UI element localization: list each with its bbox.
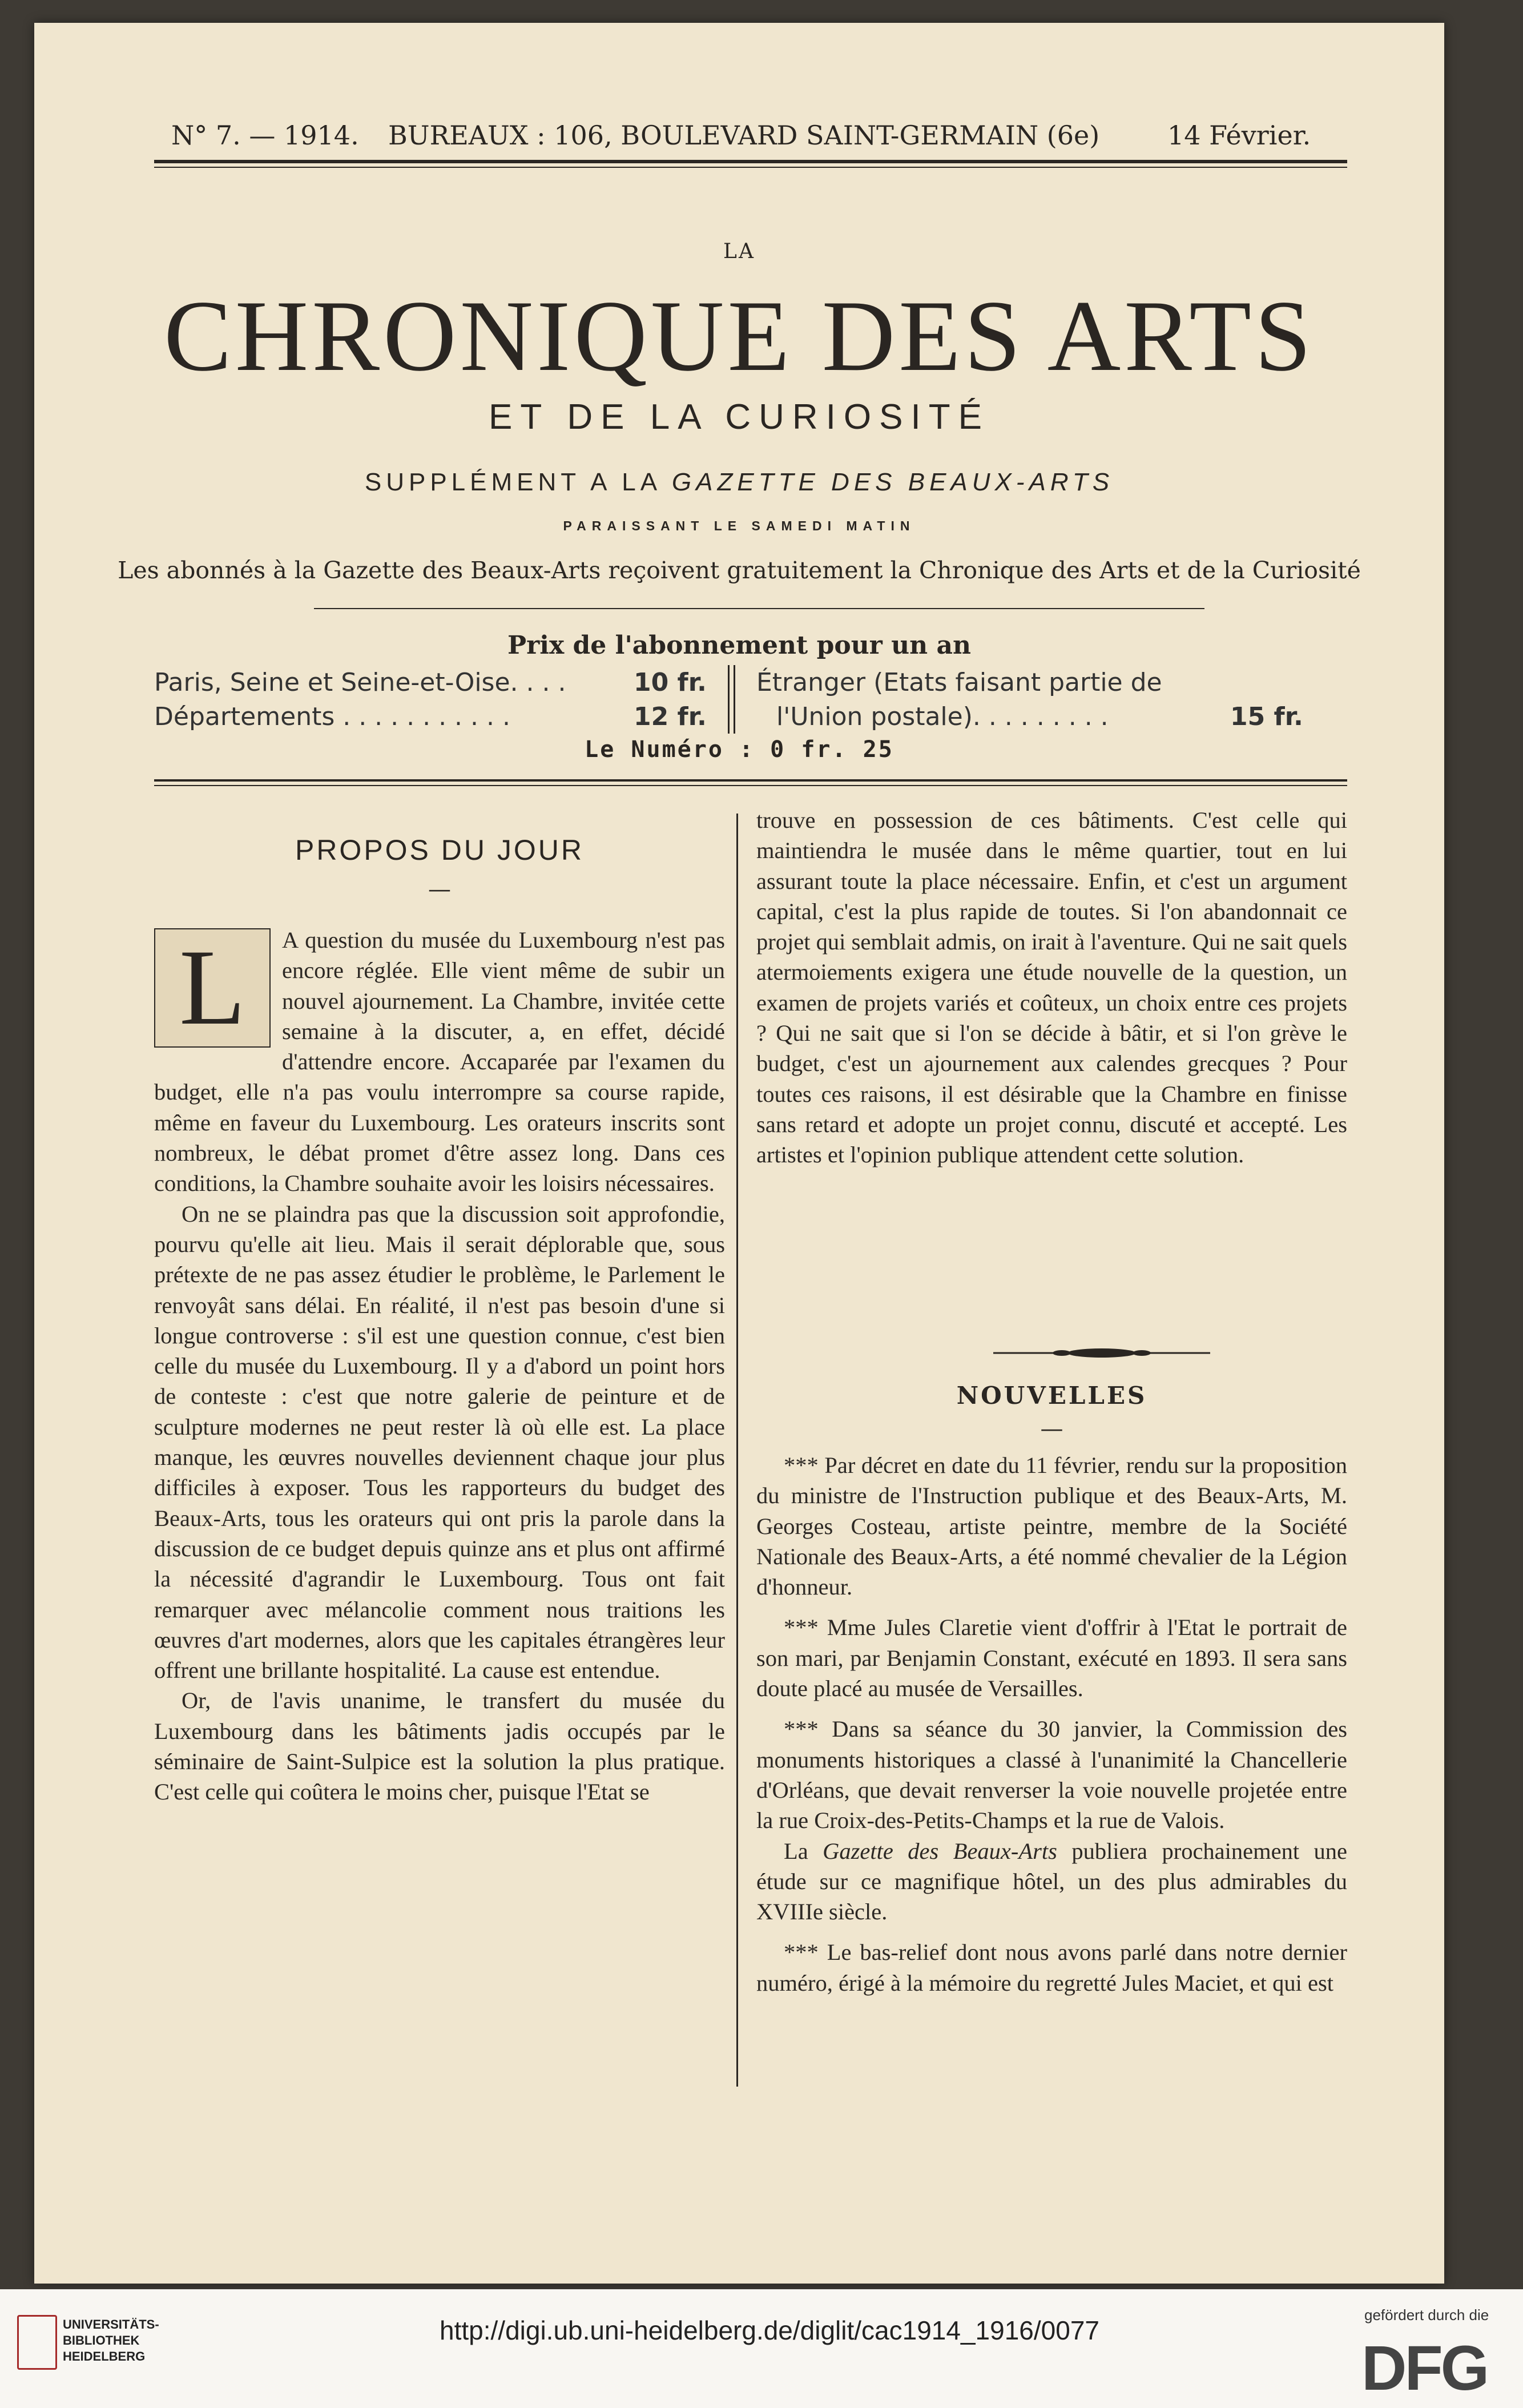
- propos-dash: —: [428, 876, 451, 903]
- numero-price: Le Numéro : 0 fr. 25: [585, 736, 894, 763]
- header-rule: [154, 160, 1347, 163]
- dept-label: Départements . . . . . . . . . . .: [154, 702, 510, 731]
- nouvelles-body: [756, 1450, 1347, 1998]
- masthead-supplement: [34, 468, 1444, 497]
- supplement-gazette: GAZETTE DES BEAUX-ARTS: [671, 468, 1114, 496]
- university-seal-icon: [17, 2315, 57, 2370]
- nouvelle-3b-gazette: Gazette des Beaux-Arts: [823, 1838, 1057, 1864]
- subscription-rule-bottom-thin: [154, 785, 1347, 786]
- nouvelle-2: *** Mme Jules Claretie vient d'offrir à l'Etat le portrait de son mari, par Benjamin Constant, exécuté en 1893. Il sera sans doute placé au musée de Versailles.: [756, 1614, 1347, 1702]
- masthead-la: LA: [723, 240, 755, 263]
- source-url-link[interactable]: http://digi.ub.uni-heidelberg.de/diglit/cac1914_1916/0077: [440, 2316, 1099, 2345]
- dfg-logo: DFG: [1361, 2333, 1488, 2403]
- dept-price: 12 fr.: [634, 702, 707, 731]
- nouvelle-3: *** Dans sa séance du 30 janvier, la Commission des monuments historiques a classé à l'unanimité la Chancellerie d'Orléans, que devait renverser la voie nouvelle projetée entre la rue Croix-des-Petits-Champs et la rue de Valois.: [756, 1716, 1347, 1834]
- university-library-name: [63, 2317, 159, 2365]
- header-rule-thin: [154, 167, 1347, 168]
- propos-paragraph-cont: trouve en possession de ces bâtiments. C'est celle qui maintiendra le musée dans le même quartier, tout en lui assurant toute la place nécessaire. Enfin, et c'est un argument capital, c'est la plus rapide de toutes. Si l'on abandonnait ce projet qui semblait admis, on irait à l'aventure. Qui ne sait quels atermoiements exigera une étude nouvelle de la question, un examen de projets variés et coûteux, un choix entre ces projets ? Qui ne sait que si l'on se décide à bâtir, et si l'on grève le budget, c'est un ajournement aux calendes grecques ? Pour toutes ces raisons, il est désirable que la Chambre en finisse sans retard et adopte un projet connu, discuté et accepté. Les artistes et l'opinion publique attendent cette solution.: [756, 807, 1347, 1168]
- supplement-prefix: SUPPLÉMENT A LA: [364, 468, 660, 496]
- uni-line-1: UNIVERSITÄTS-: [63, 2317, 159, 2332]
- propos-body: [154, 925, 725, 1807]
- column-divider: [736, 814, 738, 2087]
- subscription-divider-a: [728, 665, 730, 734]
- etranger-line2: l'Union postale). . . . . . . . .: [776, 702, 1109, 731]
- propos-title: PROPOS DU JOUR: [295, 834, 585, 866]
- masthead-parution: PARAISSANT LE SAMEDI MATIN: [563, 518, 916, 533]
- nouvelle-4: *** Le bas-relief dont nous avons parlé dans notre dernier numéro, érigé à la mémoire du regretté Jules Maciet, et qui est: [756, 1939, 1347, 1996]
- uni-line-3: HEIDELBERG: [63, 2349, 146, 2363]
- nouvelle-1: *** Par décret en date du 11 février, rendu sur la proposition du ministre de l'Instruction publique et des Beaux-Arts, M. Georges Costeau, artiste peintre, membre de la Société Nationale des Beaux-Arts, a été nommé chevalier de la Légion d'honneur.: [756, 1452, 1347, 1600]
- digitization-footer: [0, 2289, 1523, 2408]
- propos-paragraph-1: A question du musée du Luxembourg n'est pas encore réglée. Elle vient même de subir un nouvel ajournement. La Chambre, invitée cette semaine à la discuter, a, en effet, décidé d'attendre encore. Accaparée par l'examen du budget, elle n'a pas voulu interrompre sa course rapide, même en faveur du Luxembourg. Les orateurs inscrits sont nombreux, le débat promet d'être assez long. Dans ces conditions, la Chambre souhaite avoir les loisirs nécessaires.: [154, 927, 725, 1197]
- propos-continuation: [756, 805, 1347, 1170]
- section-ornament: [993, 1347, 1210, 1359]
- issue-number: N° 7. — 1914.: [171, 120, 359, 151]
- dropcap-ornament: [154, 928, 271, 1048]
- nouvelle-3b-post: publiera prochainement une étude sur ce magnifique hôtel, un des plus admirables du XVIIIe siècle.: [756, 1838, 1348, 1925]
- bureaux-address: BUREAUX : 106, BOULEVARD SAINT-GERMAIN (6e): [388, 120, 1100, 151]
- masthead-abonnes: Les abonnés à la Gazette des Beaux-Arts reçoivent gratuitement la Chronique des Arts et de la Curiosité: [118, 557, 1361, 584]
- subscription-divider-b: [734, 665, 735, 734]
- dropcap-letter: L: [179, 928, 246, 1048]
- nouvelle-3b-pre: La: [784, 1838, 808, 1864]
- dfg-funding-label: gefördert durch die: [1364, 2306, 1489, 2324]
- newspaper-page: [34, 23, 1444, 2284]
- etranger-line1: Étranger (Etats faisant partie de: [756, 668, 1162, 697]
- subscription-heading: Prix de l'abonnement pour un an: [507, 631, 971, 660]
- masthead-title: CHRONIQUE DES ARTS: [164, 279, 1315, 392]
- nouvelles-dash: —: [1040, 1416, 1063, 1442]
- uni-line-2: BIBLIOTHEK: [63, 2333, 140, 2347]
- paris-label: Paris, Seine et Seine-et-Oise. . . .: [154, 668, 566, 697]
- etranger-price: 15 fr.: [1230, 702, 1303, 731]
- subscription-rule-bottom: [154, 779, 1347, 782]
- nouvelles-title: NOUVELLES: [956, 1382, 1147, 1410]
- nouvelle-3b: [756, 1836, 1347, 1927]
- subscription-rule-top: [314, 608, 1204, 609]
- issue-date: 14 Février.: [1167, 120, 1311, 151]
- paris-price: 10 fr.: [634, 668, 707, 697]
- propos-paragraph-3: Or, de l'avis unanime, le transfert du musée du Luxembourg dans les bâtiments jadis occupés par le séminaire de Saint-Sulpice est la solution la plus pratique. C'est celle qui coûtera le moins cher, puisque l'Etat se: [154, 1688, 725, 1805]
- propos-paragraph-2: On ne se plaindra pas que la discussion soit approfondie, pourvu qu'elle ait lieu. Mais il serait déplorable que, sous prétexte de ne pas assez étudier le problème, le Parlement le renvoyât sans délai. En réalité, il n'est pas besoin d'une si longue controverse : s'il est une question connue, c'est bien celle du musée du Luxembourg. Il y a d'abord un point hors de conteste : c'est que notre galerie de peinture et de sculpture modernes ne peut rester là où elle est. La place manque, les œuvres nouvelles deviennent chaque jour plus difficiles à exposer. Tous les rapporteurs du budget des Beaux-Arts, tous les orateurs qui ont pris la parole dans la discussion de ce budget depuis quinze ans et plus ont affirmé la nécessité d'agrandir le Luxembourg. Tous ont fait remarquer avec mélancolie comment nous traitions les œuvres d'art modernes, alors que les capitales étrangères leur offrent une brillante hospitalité. La cause est entendue.: [154, 1201, 725, 1684]
- masthead-subtitle: ET DE LA CURIOSITÉ: [489, 397, 990, 437]
